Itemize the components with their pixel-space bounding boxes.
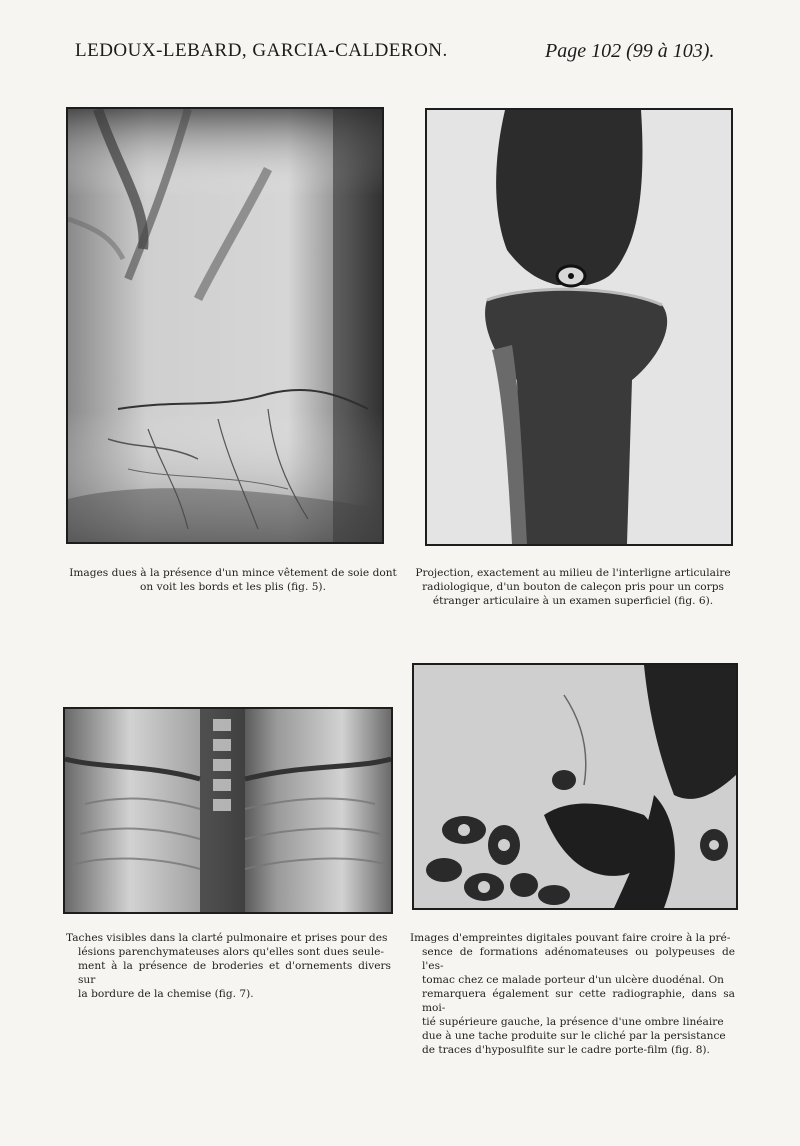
caption-line: la bordure de la chemise (fig. 7). [78,988,254,1000]
figure-7-caption [66,931,391,1001]
caption-line: lésions parenchymateuses alors qu'elles sont dues seule- [78,946,384,958]
caption-line: Projection, exactement au milieu de l'interligne articulaire [415,567,731,579]
caption-line: Taches visibles dans la clarté pulmonaire et prises pour des [66,932,388,944]
caption-line: remarquera également sur cette radiographie, dans sa moi- [422,988,735,1014]
caption-line: due à une tache produite sur le cliché par la persistance [422,1030,726,1042]
caption-line: ment à la présence de broderies et d'ornements divers sur [78,960,391,986]
figure-5-caption [66,566,400,594]
running-header-page-ref: Page 102 (99 à 103). [545,40,715,62]
caption-line: radiologique, d'un bouton de caleçon pris pour un corps [422,581,724,593]
caption-line: étranger articulaire à un examen superficiel (fig. 6). [432,595,714,607]
figure-6-radiograph [425,108,733,546]
figure-5-radiograph [66,107,384,544]
caption-line: de traces d'hyposulfite sur le cadre porte-film (fig. 8). [422,1044,710,1056]
figure-8-caption [410,931,735,1057]
caption-line: tomac chez ce malade porteur d'un ulcère duodénal. On [422,974,724,986]
caption-line: tié supérieure gauche, la présence d'une ombre linéaire [422,1016,724,1028]
caption-line: on voit les bords et les plis (fig. 5). [140,581,326,593]
caption-line: sence de formations adénomateuses ou polypeuses de l'es- [422,946,735,972]
caption-line: Images d'empreintes digitales pouvant faire croire à la pré- [410,932,731,944]
figure-7-radiograph [63,707,393,914]
caption-line: Images dues à la présence d'un mince vêtement de soie dont [69,567,397,579]
figure-6-caption [412,566,734,608]
running-header-authors: LEDOUX-LEBARD, GARCIA-CALDERON. [75,40,448,61]
figure-8-radiograph [412,663,738,910]
